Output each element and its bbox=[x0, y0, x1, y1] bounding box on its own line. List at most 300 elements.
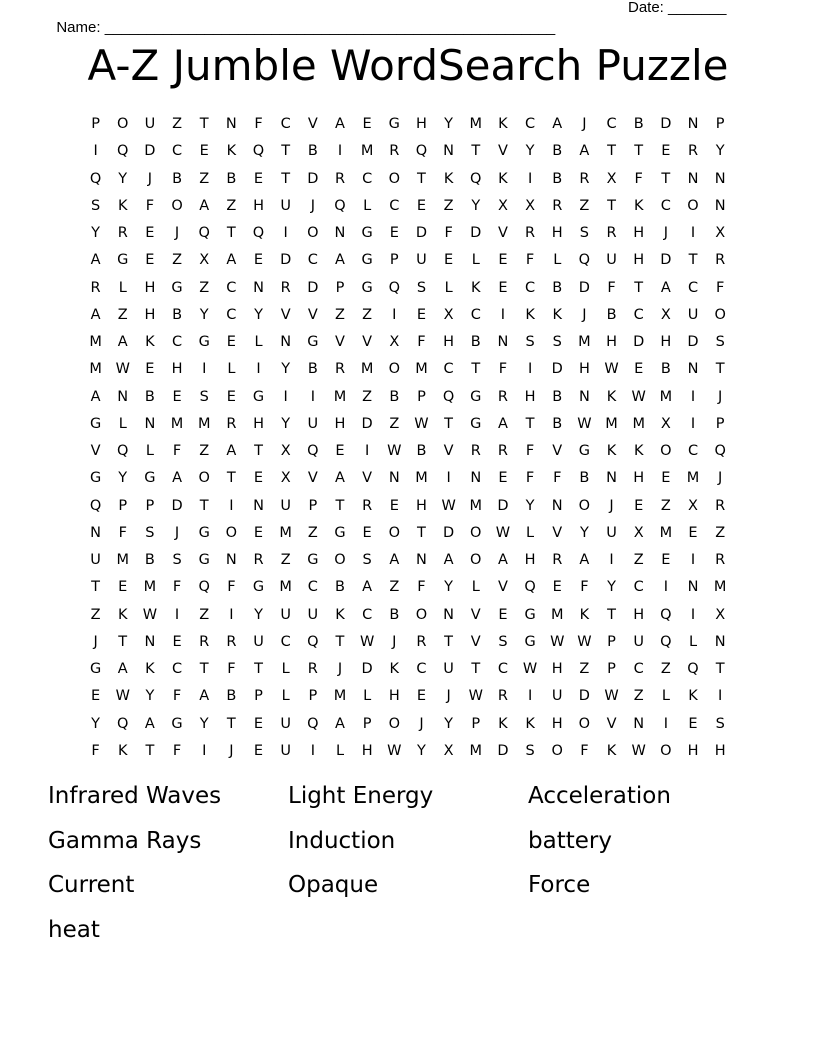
grid-cell[interactable]: G bbox=[89, 470, 102, 487]
grid-cell[interactable]: C bbox=[470, 306, 481, 323]
grid-cell[interactable]: C bbox=[497, 661, 508, 678]
grid-cell[interactable]: D bbox=[280, 252, 292, 269]
grid-cell[interactable]: E bbox=[253, 252, 264, 269]
grid-cell[interactable]: L bbox=[363, 688, 372, 705]
grid-cell[interactable]: O bbox=[334, 552, 346, 569]
grid-cell[interactable]: K bbox=[606, 443, 617, 460]
grid-cell[interactable]: J bbox=[337, 661, 343, 678]
grid-cell[interactable]: S bbox=[525, 742, 535, 759]
grid-cell[interactable]: F bbox=[417, 579, 426, 596]
grid-cell[interactable]: N bbox=[225, 116, 237, 133]
grid-cell[interactable]: B bbox=[307, 361, 318, 378]
grid-cell[interactable]: L bbox=[254, 334, 263, 351]
grid-cell[interactable]: E bbox=[145, 225, 155, 242]
grid-cell[interactable]: Z bbox=[660, 497, 671, 514]
grid-cell[interactable]: I bbox=[446, 470, 451, 487]
grid-cell[interactable]: A bbox=[443, 552, 454, 569]
grid-cell[interactable]: H bbox=[633, 470, 645, 487]
grid-cell[interactable]: S bbox=[416, 279, 427, 296]
grid-cell[interactable]: G bbox=[144, 470, 156, 487]
grid-cell[interactable]: X bbox=[715, 225, 726, 242]
grid-cell[interactable]: H bbox=[633, 252, 645, 269]
grid-cell[interactable]: U bbox=[90, 552, 101, 569]
grid-cell[interactable]: M bbox=[279, 524, 292, 541]
grid-cell[interactable]: I bbox=[93, 143, 98, 160]
grid-cell[interactable]: Q bbox=[660, 633, 672, 650]
grid-cell[interactable]: E bbox=[444, 252, 454, 269]
grid-cell[interactable]: Z bbox=[199, 443, 210, 460]
grid-cell[interactable]: W bbox=[142, 606, 158, 623]
grid-cell[interactable]: M bbox=[170, 415, 184, 432]
grid-cell[interactable]: Y bbox=[471, 197, 481, 214]
grid-cell[interactable]: S bbox=[715, 334, 725, 351]
grid-cell[interactable]: C bbox=[226, 306, 237, 323]
grid-cell[interactable]: G bbox=[361, 252, 373, 269]
grid-cell[interactable]: E bbox=[389, 225, 399, 242]
grid-cell[interactable]: P bbox=[389, 252, 399, 269]
grid-cell[interactable]: Q bbox=[117, 715, 129, 732]
grid-cell[interactable]: O bbox=[171, 197, 183, 214]
grid-cell[interactable]: D bbox=[633, 334, 645, 351]
grid-cell[interactable]: Q bbox=[307, 633, 319, 650]
grid-cell[interactable]: C bbox=[362, 606, 373, 623]
grid-cell[interactable]: G bbox=[524, 633, 536, 650]
grid-cell[interactable]: Q bbox=[198, 225, 210, 242]
grid-cell[interactable]: J bbox=[582, 116, 587, 133]
grid-cell[interactable]: X bbox=[443, 306, 454, 323]
grid-cell[interactable]: Z bbox=[199, 279, 210, 296]
grid-cell[interactable]: X bbox=[280, 443, 291, 460]
grid-cell[interactable]: L bbox=[553, 252, 562, 269]
grid-cell[interactable]: V bbox=[335, 334, 345, 351]
grid-cell[interactable]: K bbox=[335, 606, 345, 623]
grid-cell[interactable]: N bbox=[687, 170, 699, 187]
grid-cell[interactable]: H bbox=[551, 225, 563, 242]
grid-cell[interactable]: M bbox=[360, 143, 374, 160]
grid-cell[interactable]: T bbox=[525, 415, 535, 432]
grid-cell[interactable]: U bbox=[443, 661, 454, 678]
grid-cell[interactable]: N bbox=[225, 552, 237, 569]
grid-cell[interactable]: H bbox=[443, 334, 455, 351]
grid-cell[interactable]: A bbox=[172, 470, 182, 487]
grid-cell[interactable]: V bbox=[307, 306, 318, 323]
grid-cell[interactable]: H bbox=[551, 661, 563, 678]
grid-cell[interactable]: H bbox=[171, 361, 183, 378]
grid-cell[interactable]: R bbox=[90, 279, 101, 296]
grid-cell[interactable]: B bbox=[144, 388, 155, 405]
grid-cell[interactable]: E bbox=[253, 470, 264, 487]
grid-cell[interactable]: S bbox=[362, 552, 372, 569]
grid-cell[interactable]: U bbox=[416, 252, 427, 269]
grid-cell[interactable]: V bbox=[470, 633, 481, 650]
grid-cell[interactable]: P bbox=[91, 116, 100, 133]
grid-cell[interactable]: V bbox=[552, 443, 563, 460]
grid-cell[interactable]: F bbox=[607, 279, 616, 296]
grid-cell[interactable]: A bbox=[335, 116, 345, 133]
grid-cell[interactable]: Z bbox=[90, 606, 101, 623]
grid-cell[interactable]: L bbox=[471, 252, 480, 269]
grid-cell[interactable]: T bbox=[281, 143, 291, 160]
grid-cell[interactable]: V bbox=[552, 524, 563, 541]
grid-cell[interactable]: J bbox=[147, 170, 153, 187]
grid-cell[interactable]: U bbox=[280, 606, 291, 623]
grid-cell[interactable]: Y bbox=[199, 715, 209, 732]
grid-cell[interactable]: I bbox=[663, 579, 668, 596]
grid-cell[interactable]: I bbox=[283, 388, 288, 405]
grid-cell[interactable]: D bbox=[307, 170, 319, 187]
grid-cell[interactable]: E bbox=[253, 170, 264, 187]
grid-cell[interactable]: J bbox=[93, 633, 98, 650]
grid-cell[interactable]: K bbox=[498, 116, 508, 133]
grid-cell[interactable]: X bbox=[280, 470, 291, 487]
grid-cell[interactable]: C bbox=[171, 334, 183, 351]
grid-cell[interactable]: I bbox=[310, 742, 315, 759]
grid-cell[interactable]: X bbox=[633, 524, 644, 541]
grid-cell[interactable]: J bbox=[392, 633, 397, 650]
grid-cell[interactable]: M bbox=[469, 742, 483, 759]
grid-cell[interactable]: Z bbox=[335, 306, 345, 323]
grid-cell[interactable]: N bbox=[144, 633, 156, 650]
grid-cell[interactable]: A bbox=[199, 688, 210, 705]
grid-cell[interactable]: U bbox=[551, 688, 563, 705]
grid-cell[interactable]: X bbox=[497, 197, 508, 214]
grid-cell[interactable]: O bbox=[388, 715, 400, 732]
grid-cell[interactable]: F bbox=[145, 197, 155, 214]
grid-cell[interactable]: D bbox=[171, 497, 183, 514]
grid-cell[interactable]: E bbox=[145, 252, 155, 269]
grid-cell[interactable]: Y bbox=[254, 606, 263, 623]
grid-cell[interactable]: E bbox=[90, 688, 101, 705]
grid-cell[interactable]: H bbox=[714, 742, 726, 759]
grid-cell[interactable]: B bbox=[552, 388, 563, 405]
grid-cell[interactable]: L bbox=[471, 579, 480, 596]
grid-cell[interactable]: A bbox=[579, 552, 590, 569]
grid-cell[interactable]: G bbox=[117, 252, 129, 269]
grid-cell[interactable]: F bbox=[525, 443, 535, 460]
grid-cell[interactable]: G bbox=[307, 334, 319, 351]
grid-cell[interactable]: Q bbox=[117, 443, 129, 460]
grid-cell[interactable]: C bbox=[525, 116, 536, 133]
grid-cell[interactable]: K bbox=[525, 306, 535, 323]
grid-cell[interactable]: R bbox=[280, 279, 291, 296]
grid-cell[interactable]: F bbox=[444, 225, 453, 242]
grid-cell[interactable]: X bbox=[660, 415, 671, 432]
grid-cell[interactable]: U bbox=[606, 252, 617, 269]
grid-cell[interactable]: I bbox=[527, 688, 533, 705]
grid-cell[interactable]: T bbox=[118, 633, 128, 650]
grid-cell[interactable]: T bbox=[661, 170, 671, 187]
grid-cell[interactable]: B bbox=[552, 170, 563, 187]
grid-cell[interactable]: Q bbox=[252, 143, 265, 160]
grid-cell[interactable]: S bbox=[172, 552, 182, 569]
grid-cell[interactable]: T bbox=[417, 170, 426, 187]
grid-cell[interactable]: F bbox=[525, 470, 535, 487]
grid-cell[interactable]: M bbox=[605, 415, 618, 432]
grid-cell[interactable]: B bbox=[416, 443, 427, 460]
grid-cell[interactable]: W bbox=[115, 688, 130, 705]
grid-cell[interactable]: B bbox=[470, 334, 481, 351]
grid-cell[interactable]: I bbox=[202, 742, 207, 759]
grid-cell[interactable]: L bbox=[661, 688, 670, 705]
grid-cell[interactable]: I bbox=[690, 415, 696, 432]
grid-cell[interactable]: T bbox=[444, 415, 454, 432]
grid-cell[interactable]: P bbox=[362, 715, 372, 732]
grid-cell[interactable]: V bbox=[470, 606, 481, 623]
grid-cell[interactable]: M bbox=[415, 361, 428, 378]
grid-cell[interactable]: D bbox=[578, 688, 590, 705]
grid-cell[interactable]: U bbox=[307, 606, 319, 623]
grid-cell[interactable]: L bbox=[145, 443, 154, 460]
grid-cell[interactable]: R bbox=[525, 225, 536, 242]
grid-cell[interactable]: M bbox=[333, 388, 347, 405]
grid-cell[interactable]: E bbox=[253, 715, 264, 732]
grid-cell[interactable]: W bbox=[414, 415, 429, 432]
grid-cell[interactable]: C bbox=[171, 143, 183, 160]
grid-cell[interactable]: P bbox=[417, 388, 426, 405]
grid-cell[interactable]: Q bbox=[442, 388, 455, 405]
grid-cell[interactable]: W bbox=[550, 633, 565, 650]
grid-cell[interactable]: G bbox=[171, 279, 183, 296]
grid-cell[interactable]: Z bbox=[226, 197, 237, 214]
grid-cell[interactable]: E bbox=[688, 715, 698, 732]
grid-cell[interactable]: D bbox=[687, 334, 699, 351]
grid-cell[interactable]: G bbox=[470, 388, 482, 405]
grid-cell[interactable]: J bbox=[446, 688, 451, 705]
grid-cell[interactable]: K bbox=[498, 170, 508, 187]
grid-cell[interactable]: B bbox=[579, 470, 590, 487]
grid-cell[interactable]: N bbox=[144, 415, 156, 432]
grid-cell[interactable]: M bbox=[659, 388, 673, 405]
grid-cell[interactable]: R bbox=[226, 633, 237, 650]
grid-cell[interactable]: C bbox=[525, 279, 536, 296]
grid-cell[interactable]: R bbox=[199, 633, 210, 650]
grid-cell[interactable]: E bbox=[362, 116, 372, 133]
grid-cell[interactable]: O bbox=[225, 524, 238, 541]
grid-cell[interactable]: C bbox=[307, 252, 318, 269]
grid-cell[interactable]: G bbox=[252, 579, 265, 596]
grid-cell[interactable]: R bbox=[470, 443, 481, 460]
grid-cell[interactable]: Z bbox=[307, 524, 318, 541]
grid-cell[interactable]: D bbox=[578, 279, 590, 296]
grid-cell[interactable]: X bbox=[660, 306, 671, 323]
grid-cell[interactable]: V bbox=[443, 443, 454, 460]
grid-cell[interactable]: M bbox=[360, 361, 374, 378]
grid-cell[interactable]: S bbox=[145, 524, 155, 541]
grid-cell[interactable]: A bbox=[335, 715, 345, 732]
grid-cell[interactable]: N bbox=[280, 334, 292, 351]
grid-cell[interactable]: I bbox=[718, 688, 723, 705]
grid-cell[interactable]: Z bbox=[199, 606, 210, 623]
grid-cell[interactable]: U bbox=[144, 116, 156, 133]
grid-cell[interactable]: N bbox=[606, 470, 617, 487]
grid-cell[interactable]: W bbox=[631, 388, 646, 405]
grid-cell[interactable]: H bbox=[253, 197, 264, 214]
grid-cell[interactable]: T bbox=[471, 143, 481, 160]
grid-cell[interactable]: L bbox=[444, 279, 453, 296]
grid-cell[interactable]: S bbox=[90, 197, 101, 214]
grid-cell[interactable]: R bbox=[307, 661, 318, 678]
grid-cell[interactable]: R bbox=[117, 225, 128, 242]
grid-cell[interactable]: F bbox=[118, 524, 127, 541]
grid-cell[interactable]: F bbox=[716, 279, 725, 296]
grid-cell[interactable]: X bbox=[199, 252, 210, 269]
grid-cell[interactable]: G bbox=[198, 552, 210, 569]
grid-cell[interactable]: W bbox=[359, 633, 375, 650]
grid-cell[interactable]: Z bbox=[362, 388, 373, 405]
grid-cell[interactable]: K bbox=[471, 279, 481, 296]
grid-cell[interactable]: Q bbox=[578, 252, 591, 269]
grid-cell[interactable]: Q bbox=[470, 170, 482, 187]
grid-cell[interactable]: O bbox=[578, 497, 591, 514]
grid-cell[interactable]: T bbox=[91, 579, 100, 596]
grid-cell[interactable]: I bbox=[527, 170, 533, 187]
grid-cell[interactable]: U bbox=[280, 197, 291, 214]
grid-cell[interactable]: P bbox=[118, 497, 128, 514]
grid-cell[interactable]: R bbox=[253, 552, 264, 569]
grid-cell[interactable]: I bbox=[690, 388, 696, 405]
grid-cell[interactable]: E bbox=[661, 552, 671, 569]
grid-cell[interactable]: D bbox=[307, 279, 319, 296]
grid-cell[interactable]: L bbox=[688, 633, 698, 650]
grid-cell[interactable]: Y bbox=[525, 143, 535, 160]
grid-cell[interactable]: K bbox=[389, 661, 400, 678]
grid-cell[interactable]: Y bbox=[254, 306, 263, 323]
grid-cell[interactable]: G bbox=[198, 334, 210, 351]
grid-cell[interactable]: Q bbox=[89, 170, 102, 187]
grid-cell[interactable]: B bbox=[307, 143, 318, 160]
grid-cell[interactable]: V bbox=[497, 143, 508, 160]
grid-cell[interactable]: R bbox=[416, 633, 427, 650]
grid-cell[interactable]: Z bbox=[389, 415, 400, 432]
grid-cell[interactable]: F bbox=[227, 579, 236, 596]
grid-cell[interactable]: R bbox=[389, 143, 400, 160]
grid-cell[interactable]: N bbox=[714, 170, 726, 187]
grid-cell[interactable]: G bbox=[89, 415, 102, 432]
grid-cell[interactable]: E bbox=[498, 470, 508, 487]
grid-cell[interactable]: F bbox=[553, 470, 562, 487]
grid-cell[interactable]: O bbox=[714, 306, 726, 323]
grid-cell[interactable]: B bbox=[389, 388, 400, 405]
grid-cell[interactable]: H bbox=[551, 715, 563, 732]
grid-cell[interactable]: C bbox=[280, 633, 291, 650]
grid-cell[interactable]: R bbox=[497, 388, 508, 405]
grid-cell[interactable]: W bbox=[604, 361, 619, 378]
grid-cell[interactable]: U bbox=[687, 306, 699, 323]
grid-cell[interactable]: I bbox=[663, 715, 668, 732]
grid-cell[interactable]: K bbox=[606, 388, 617, 405]
grid-cell[interactable]: E bbox=[362, 524, 372, 541]
grid-cell[interactable]: N bbox=[416, 552, 427, 569]
grid-cell[interactable]: B bbox=[552, 279, 563, 296]
grid-cell[interactable]: X bbox=[443, 742, 454, 759]
grid-cell[interactable]: D bbox=[551, 361, 563, 378]
grid-cell[interactable]: K bbox=[117, 742, 128, 759]
grid-cell[interactable]: N bbox=[90, 524, 101, 541]
grid-cell[interactable]: T bbox=[471, 661, 481, 678]
grid-cell[interactable]: B bbox=[389, 606, 400, 623]
grid-cell[interactable]: G bbox=[470, 415, 482, 432]
grid-cell[interactable]: J bbox=[582, 306, 587, 323]
grid-cell[interactable]: K bbox=[579, 606, 590, 623]
grid-cell[interactable]: D bbox=[660, 116, 672, 133]
grid-cell[interactable]: R bbox=[687, 143, 699, 160]
grid-cell[interactable]: Q bbox=[117, 143, 129, 160]
grid-cell[interactable]: N bbox=[253, 497, 264, 514]
grid-cell[interactable]: T bbox=[335, 497, 345, 514]
grid-cell[interactable]: J bbox=[718, 388, 723, 405]
grid-cell[interactable]: Z bbox=[579, 197, 590, 214]
grid-cell[interactable]: L bbox=[526, 524, 535, 541]
grid-cell[interactable]: K bbox=[552, 306, 562, 323]
grid-cell[interactable]: S bbox=[525, 334, 535, 351]
grid-cell[interactable]: H bbox=[633, 225, 645, 242]
grid-cell[interactable]: N bbox=[334, 225, 346, 242]
grid-cell[interactable]: I bbox=[202, 361, 207, 378]
grid-cell[interactable]: G bbox=[307, 552, 319, 569]
grid-cell[interactable]: M bbox=[279, 579, 292, 596]
grid-cell[interactable]: T bbox=[254, 443, 263, 460]
grid-cell[interactable]: D bbox=[497, 497, 509, 514]
grid-cell[interactable]: K bbox=[145, 334, 155, 351]
grid-cell[interactable]: W bbox=[604, 688, 619, 705]
grid-cell[interactable]: N bbox=[578, 388, 590, 405]
grid-cell[interactable]: Y bbox=[118, 170, 128, 187]
grid-cell[interactable]: M bbox=[686, 470, 700, 487]
grid-cell[interactable]: K bbox=[525, 715, 535, 732]
grid-cell[interactable]: R bbox=[606, 225, 617, 242]
grid-cell[interactable]: I bbox=[500, 306, 506, 323]
grid-cell[interactable]: F bbox=[227, 661, 236, 678]
grid-cell[interactable]: E bbox=[226, 334, 236, 351]
grid-cell[interactable]: O bbox=[470, 552, 482, 569]
grid-cell[interactable]: K bbox=[145, 661, 155, 678]
grid-cell[interactable]: M bbox=[550, 606, 564, 623]
grid-cell[interactable]: Z bbox=[660, 661, 671, 678]
grid-cell[interactable]: A bbox=[117, 661, 128, 678]
grid-cell[interactable]: X bbox=[715, 606, 726, 623]
grid-cell[interactable]: M bbox=[659, 524, 673, 541]
grid-cell[interactable]: E bbox=[145, 361, 155, 378]
grid-cell[interactable]: L bbox=[118, 415, 127, 432]
grid-cell[interactable]: Z bbox=[633, 688, 644, 705]
grid-cell[interactable]: Q bbox=[252, 225, 265, 242]
grid-cell[interactable]: D bbox=[361, 661, 373, 678]
grid-cell[interactable]: C bbox=[416, 661, 427, 678]
grid-cell[interactable]: H bbox=[606, 334, 617, 351]
grid-cell[interactable]: P bbox=[607, 661, 616, 678]
grid-cell[interactable]: U bbox=[307, 415, 319, 432]
grid-cell[interactable]: B bbox=[172, 306, 183, 323]
grid-cell[interactable]: F bbox=[172, 579, 182, 596]
grid-cell[interactable]: Y bbox=[444, 715, 454, 732]
grid-cell[interactable]: T bbox=[226, 470, 236, 487]
grid-cell[interactable]: J bbox=[718, 470, 723, 487]
grid-cell[interactable]: O bbox=[198, 470, 210, 487]
grid-cell[interactable]: E bbox=[226, 388, 236, 405]
grid-cell[interactable]: T bbox=[145, 742, 155, 759]
grid-cell[interactable]: N bbox=[633, 715, 645, 732]
grid-cell[interactable]: Q bbox=[687, 661, 699, 678]
grid-cell[interactable]: B bbox=[335, 579, 345, 596]
grid-cell[interactable]: K bbox=[226, 143, 237, 160]
grid-cell[interactable]: A bbox=[497, 415, 508, 432]
grid-cell[interactable]: F bbox=[172, 742, 182, 759]
grid-cell[interactable]: D bbox=[660, 252, 672, 269]
grid-cell[interactable]: O bbox=[687, 197, 699, 214]
grid-cell[interactable]: T bbox=[199, 661, 209, 678]
grid-cell[interactable]: K bbox=[443, 170, 454, 187]
grid-cell[interactable]: A bbox=[226, 443, 237, 460]
